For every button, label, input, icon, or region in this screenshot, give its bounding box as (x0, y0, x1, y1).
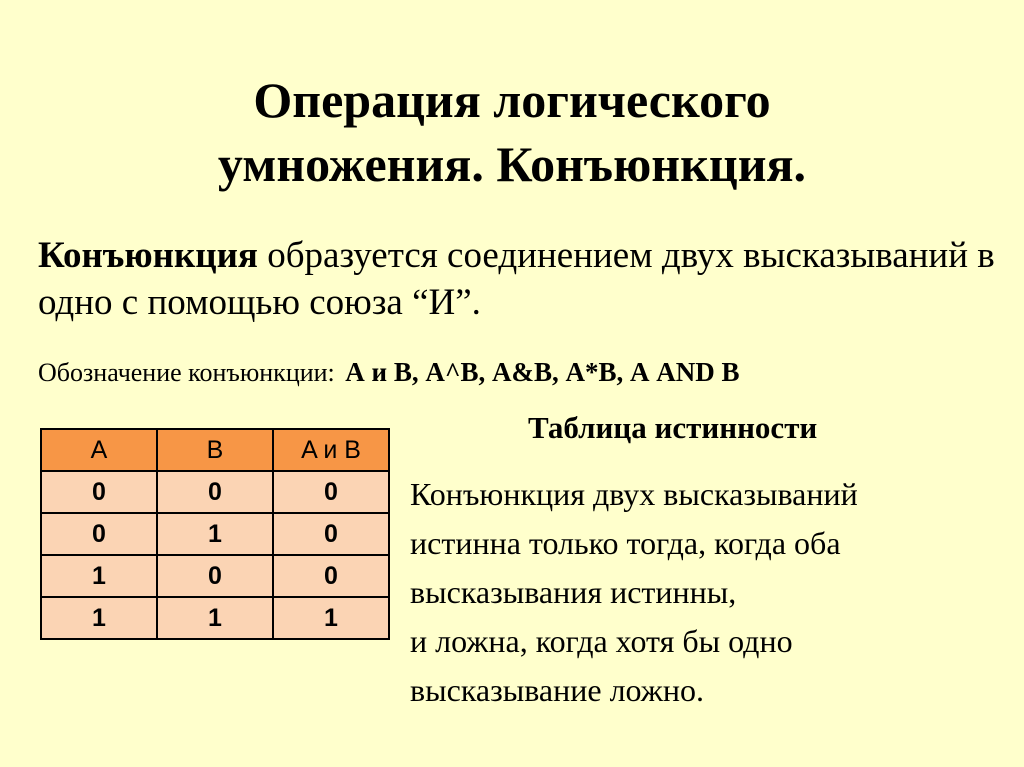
explanation-line-5: высказывание ложно. (410, 672, 704, 708)
explanation-line-2: истинна только тогда, когда оба (410, 525, 841, 561)
table-cell: 0 (157, 471, 273, 513)
explanation-line-1: Конъюнкция двух высказываний (410, 476, 858, 512)
explanation-line-3: высказывания истинны, (410, 574, 737, 610)
truth-table-caption: Таблица истинности (528, 410, 818, 445)
table-row (41, 471, 389, 513)
notation-label: Обозначение конъюнкции: (38, 358, 335, 387)
explanation-paragraph (410, 470, 1010, 715)
slide-title (0, 68, 1024, 196)
table-cell: 0 (273, 513, 389, 555)
definition-term: Конъюнкция (38, 235, 258, 276)
truth-table-header-a: A (41, 429, 157, 471)
table-cell: 0 (273, 471, 389, 513)
definition-paragraph (38, 232, 998, 326)
title-line-1: Операция логического (253, 72, 771, 128)
table-cell: 1 (157, 513, 273, 555)
table-cell: 1 (41, 597, 157, 639)
truth-table-header-row (41, 429, 389, 471)
definition-text: образуется соединением двух высказываний в одно с помощью союза “И”. (38, 235, 995, 323)
table-cell: 0 (41, 513, 157, 555)
notation-values: А и В, А^В, А&В, А*В, А AND В (345, 357, 740, 387)
table-cell: 1 (273, 597, 389, 639)
explanation-line-4: и ложна, когда хотя бы одно (410, 623, 793, 659)
table-cell: 0 (41, 471, 157, 513)
table-row (41, 513, 389, 555)
title-line-2: умножения. Конъюнкция. (217, 136, 807, 192)
table-cell: 1 (41, 555, 157, 597)
table-cell: 0 (157, 555, 273, 597)
truth-table-header-a-and-b: A и B (273, 429, 389, 471)
notation-line (38, 352, 1018, 393)
table-cell: 1 (157, 597, 273, 639)
table-row (41, 555, 389, 597)
truth-table (40, 428, 390, 640)
truth-table-header-b: B (157, 429, 273, 471)
table-cell: 0 (273, 555, 389, 597)
table-row (41, 597, 389, 639)
